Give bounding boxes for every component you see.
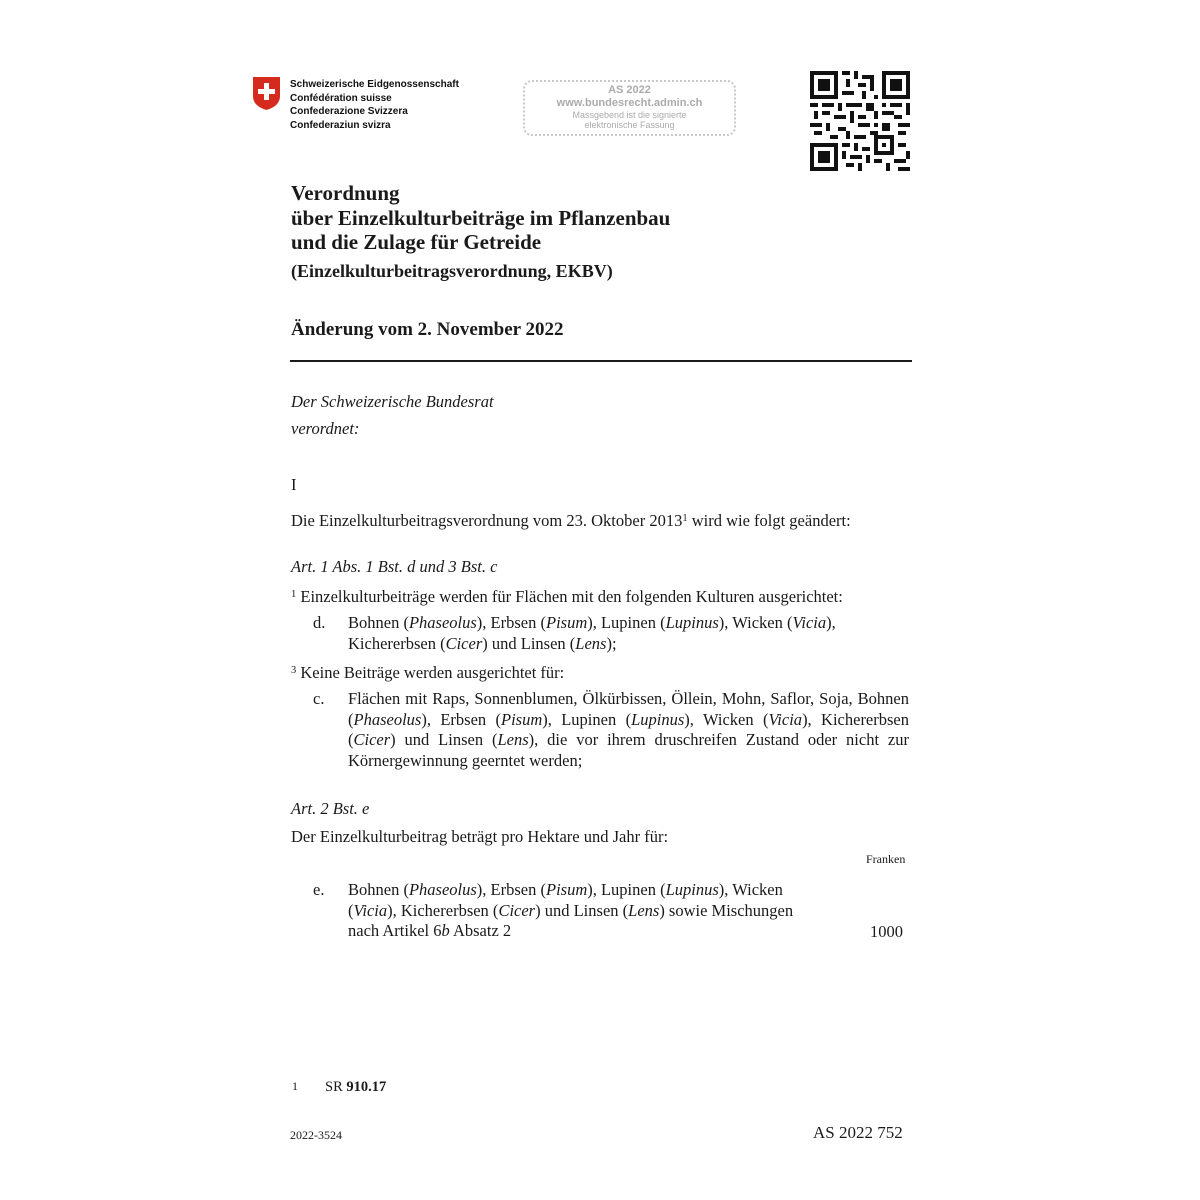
agency-line: Confédération suisse [290,92,392,104]
stamp-line: elektronische Fassung [584,120,675,130]
agency-line: Confederaziun svizra [290,119,391,131]
paragraph-text: Einzelkulturbeiträge werden für Flächen mit den folgenden Kulturen ausgerichtet: [296,587,843,606]
article-heading: Art. 1 Abs. 1 Bst. d und 3 Bst. c [291,557,498,576]
footnote-prefix: SR [325,1079,347,1095]
stamp-line: Massgebend ist die signierte [572,110,687,120]
swiss-cross-icon [252,76,281,111]
preamble-line: Der Schweizerische Bundesrat [291,392,494,411]
section-intro [291,509,851,532]
list-item-text: Flächen mit Raps, Sonnenblumen, Ölkürbissen, Öllein, Mohn, Saflor, Soja, Bohnen (Phaseolus), Erbsen (Pisum), Lupinen (Lupinus), Wicken (Vicia), Kichererbsen (Cicer) und Linsen (Lens), die vor ihrem druschreifen Zustand oder nicht zur Körnergewinnung geerntet werden; [348,689,909,770]
footnote-text [325,1079,386,1096]
section-numeral: I [291,475,297,494]
paragraph [291,585,843,608]
title-line: und die Zulage für Getreide [291,230,542,254]
document-title [291,181,670,255]
document-subtitle: (Einzelkulturbeitragsverordnung, EKBV) [291,261,613,281]
agency-line: Confederazione Svizzera [290,106,408,117]
publication-stamp[interactable] [523,80,736,136]
paragraph-text: Der Einzelkulturbeitrag beträgt pro Hektare und Jahr für: [291,827,669,846]
paragraph [291,661,564,684]
footnote-number: 1 [292,1079,298,1093]
agency-names [290,78,459,132]
agency-line: Schweizerische Eidgenossenschaft [290,79,459,90]
stamp-link[interactable]: www.bundesrecht.admin.ch [556,97,703,109]
footnote-ref[interactable]: 910.17 [346,1079,387,1095]
intro-text: Die Einzelkulturbeitragsverordnung vom 23. Oktober 2013 [291,511,683,530]
list-letter: e. [313,880,325,899]
footnote-marker[interactable]: 1 [682,513,688,524]
unit-label: Franken [866,852,906,866]
title-line: Verordnung [291,181,400,205]
divider [290,360,912,362]
intro-text: wird wie folgt geändert: [687,511,851,530]
list-letter: d. [313,613,326,632]
as-reference: AS 2022 752 [813,1123,903,1142]
title-line: über Einzelkulturbeiträge im Pflanzenbau [291,205,671,230]
preamble-line: verordnet: [291,419,360,438]
list-item-text: Bohnen (Phaseolus), Erbsen (Pisum), Lupinen (Lupinus), Wicken (Vicia), Kichererbsen (Cicer) und Linsen (Lens) sowie Mischungen nach Artikel 6b Absatz 2 [348,880,794,940]
paragraph-text: Keine Beiträge werden ausgerichtet für: [296,663,565,682]
paragraph-number: 1 [291,589,297,600]
amendment-date: Änderung vom 2. November 2022 [291,319,564,340]
amount-value: 1000 [870,922,903,941]
qr-code-icon [810,71,910,171]
list-item-text: Bohnen (Phaseolus), Erbsen (Pisum), Lupinen (Lupinus), Wicken (Vicia), Kichererbsen (Cicer) und Linsen (Lens); [348,613,836,653]
article-heading: Art. 2 Bst. e [291,799,370,818]
document-id: 2022-3524 [290,1128,342,1142]
paragraph-number: 3 [291,665,297,676]
list-letter: c. [313,689,325,708]
stamp-line: AS 2022 [608,84,651,96]
